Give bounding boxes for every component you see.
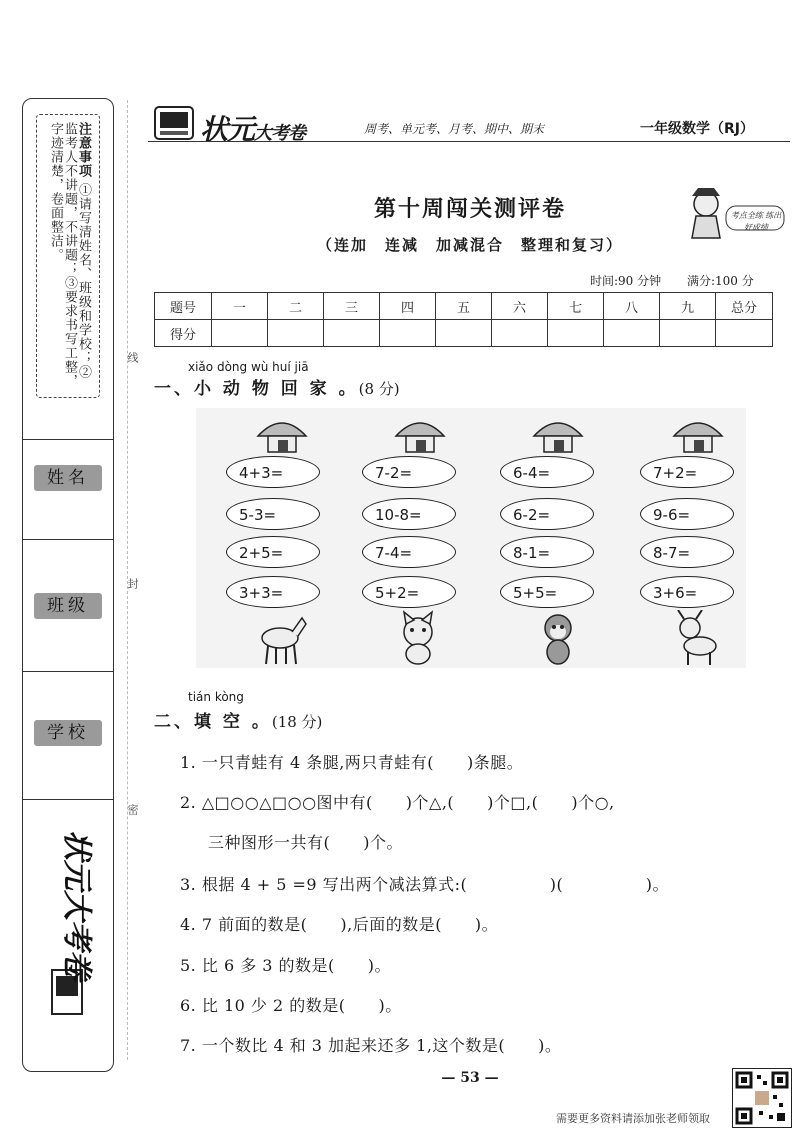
question-6[interactable]: 6. 比 10 少 2 的数是( )。 xyxy=(180,996,402,1015)
name-label: 姓名 xyxy=(34,465,102,491)
section2-points: (18 分) xyxy=(271,713,323,731)
score-cell: 题号 xyxy=(155,293,212,320)
equation-oval[interactable]: 5-3= xyxy=(226,498,320,530)
page-number: — 53 — xyxy=(441,1070,499,1086)
side-logo-icon xyxy=(36,820,98,1020)
exam-meta xyxy=(590,272,754,289)
score-input-cell[interactable] xyxy=(604,320,660,347)
equation-oval[interactable]: 8-7= xyxy=(640,536,734,568)
notice-text xyxy=(48,122,90,392)
question-3[interactable]: 3. 根据 4 + 5 =9 写出两个减法算式:( )( )。 xyxy=(180,875,669,894)
horse-icon[interactable] xyxy=(252,610,308,666)
score-input-cell[interactable] xyxy=(436,320,492,347)
score-cell: 一 xyxy=(212,293,268,320)
mushroom-house-icon xyxy=(254,414,310,454)
exam-subtitle: （连加 连减 加减混合 整理和复习） xyxy=(316,236,623,254)
mushroom-house-icon xyxy=(530,414,586,454)
equation-oval[interactable]: 5+5= xyxy=(500,576,594,608)
header-rule xyxy=(148,141,790,142)
equation-oval[interactable]: 6-4= xyxy=(500,456,594,488)
strip-divider xyxy=(23,539,113,540)
score-input-cell[interactable] xyxy=(212,320,268,347)
strip-divider xyxy=(23,799,113,800)
question-1[interactable]: 1. 一只青蛙有 4 条腿,两只青蛙有( )条腿。 xyxy=(180,753,524,772)
section2-title xyxy=(154,707,322,732)
score-input-cell[interactable] xyxy=(716,320,773,347)
equation-oval[interactable]: 6-2= xyxy=(500,498,594,530)
score-cell: 六 xyxy=(492,293,548,320)
equation-oval[interactable]: 8-1= xyxy=(500,536,594,568)
equation-oval[interactable]: 5+2= xyxy=(362,576,456,608)
brand-sub: 大考卷 xyxy=(254,123,306,144)
notice-heading: 注意事项 xyxy=(76,122,91,178)
deer-icon[interactable] xyxy=(668,610,724,666)
equation-oval[interactable]: 2+5= xyxy=(226,536,320,568)
score-input-cell[interactable] xyxy=(324,320,380,347)
cut-mark-line: 线 xyxy=(126,352,139,363)
equation-oval[interactable]: 3+3= xyxy=(226,576,320,608)
exam-title: 第十周闯关测评卷 xyxy=(373,196,566,222)
equation-oval[interactable]: 4+3= xyxy=(226,456,320,488)
score-input-cell[interactable] xyxy=(492,320,548,347)
cut-mark-secret: 密 xyxy=(126,804,139,815)
score-cell: 三 xyxy=(324,293,380,320)
equation-oval[interactable]: 9-6= xyxy=(640,498,734,530)
question-2[interactable]: 2. △□○○△□○○图中有( )个△,( )个□,( )个○, xyxy=(180,793,615,812)
score-row-label: 得分 xyxy=(155,320,212,347)
mascot-note: 考点全练 练出好成绩 xyxy=(730,211,782,232)
brand-main: 状元 xyxy=(200,113,255,146)
section1-pinyin: xiǎo dòng wù huí jiā xyxy=(188,360,309,374)
score-input-cell[interactable] xyxy=(660,320,716,347)
question-7[interactable]: 7. 一个数比 4 和 3 加起来还多 1,这个数是( )。 xyxy=(180,1036,562,1055)
exam-time: 时间:90 分钟 xyxy=(590,274,662,288)
equation-oval[interactable]: 7-4= xyxy=(362,536,456,568)
score-cell: 五 xyxy=(436,293,492,320)
side-logo-text: 状元大考卷 xyxy=(59,830,94,980)
strip-divider xyxy=(23,671,113,672)
score-cell: 八 xyxy=(604,293,660,320)
section1-title-text: 一、小 动 物 回 家 。 xyxy=(154,379,359,399)
question-5[interactable]: 5. 比 6 多 3 的数是( )。 xyxy=(180,956,392,975)
question-2-continued[interactable]: 三种图形一共有( )个。 xyxy=(208,833,403,852)
section1-title xyxy=(154,374,400,399)
score-table-header-row xyxy=(155,293,773,320)
score-input-cell[interactable] xyxy=(380,320,436,347)
mushroom-house-icon xyxy=(392,414,448,454)
score-cell: 七 xyxy=(548,293,604,320)
monkey-icon[interactable] xyxy=(530,610,586,666)
score-cell: 二 xyxy=(268,293,324,320)
equation-oval[interactable]: 7+2= xyxy=(640,456,734,488)
score-table-score-row xyxy=(155,320,773,347)
score-cell: 四 xyxy=(380,293,436,320)
class-label: 班级 xyxy=(34,593,102,619)
section1-points: (8 分) xyxy=(358,380,400,398)
header-tagline: 周考、单元考、月考、期中、期末 xyxy=(364,122,545,136)
footer-note: 需要更多资料请添加张老师领取 xyxy=(556,1112,710,1125)
score-cell: 总分 xyxy=(716,293,773,320)
strip-divider xyxy=(23,439,113,440)
score-input-cell[interactable] xyxy=(268,320,324,347)
equation-oval[interactable]: 7-2= xyxy=(362,456,456,488)
cut-mark-seal: 封 xyxy=(126,578,139,589)
score-table xyxy=(154,292,773,347)
notice-body: ①请写清姓名、班级和学校；②监考人不讲题，不讲题；③要求书写工整，字迹清楚，卷面整洁。 xyxy=(48,122,91,388)
cat-icon[interactable] xyxy=(390,610,446,666)
score-cell: 九 xyxy=(660,293,716,320)
score-input-cell[interactable] xyxy=(548,320,604,347)
subject-label: 一年级数学（RJ） xyxy=(640,121,754,137)
brand-logo xyxy=(156,108,305,148)
section2-pinyin: tián kòng xyxy=(188,690,244,704)
section2-title-text: 二、填 空 。 xyxy=(154,712,272,732)
school-label: 学校 xyxy=(34,720,102,746)
question-4[interactable]: 4. 7 前面的数是( ),后面的数是( )。 xyxy=(180,915,499,934)
mushroom-house-icon xyxy=(670,414,726,454)
equation-oval[interactable]: 10-8= xyxy=(362,498,456,530)
equation-oval[interactable]: 3+6= xyxy=(640,576,734,608)
exam-full-score: 满分:100 分 xyxy=(686,274,754,288)
qr-code-icon[interactable] xyxy=(732,1068,792,1128)
